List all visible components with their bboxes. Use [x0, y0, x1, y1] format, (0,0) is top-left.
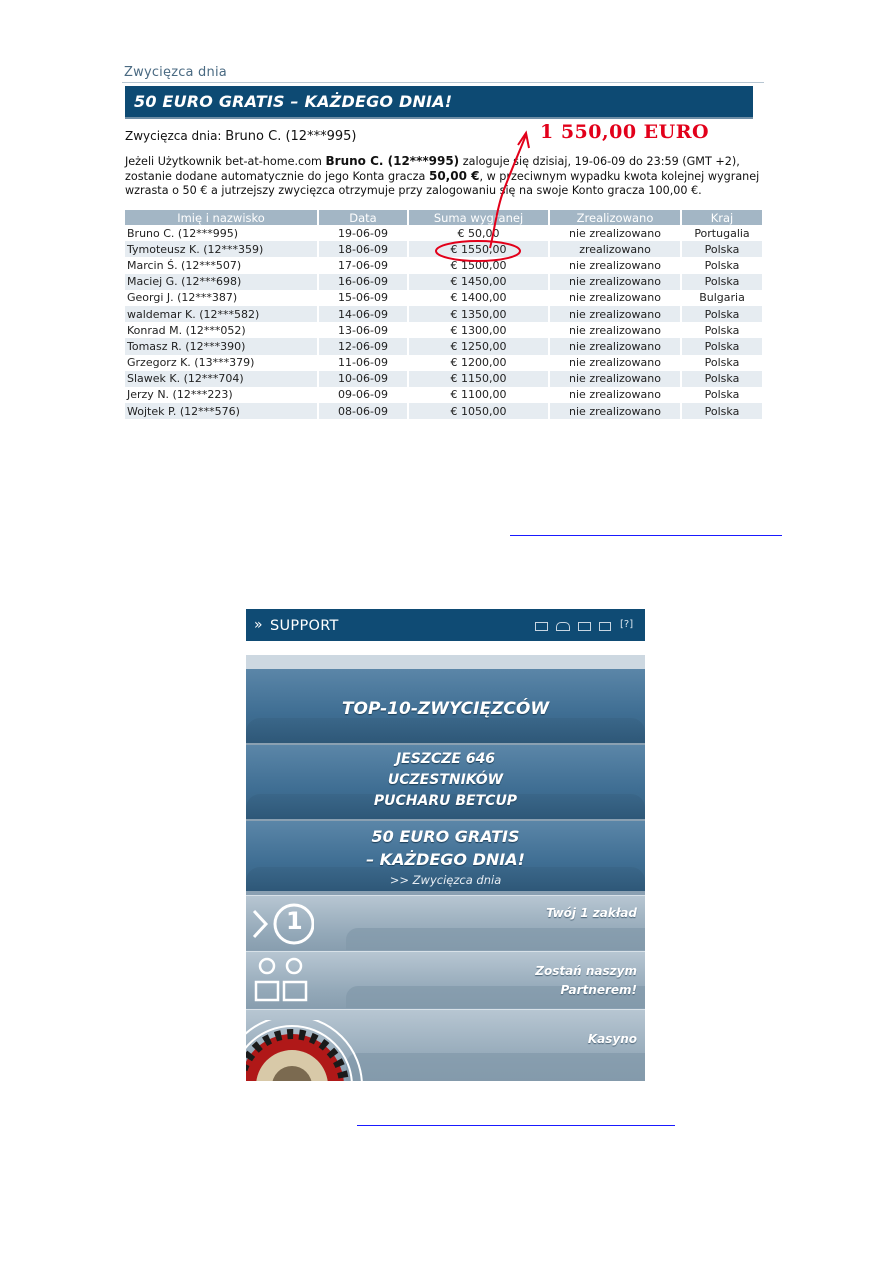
winner-label: Zwycięzca dnia: — [125, 129, 222, 143]
table-row — [125, 225, 762, 241]
table-cell: 11-06-09 — [318, 355, 408, 371]
column-header: Kraj — [681, 210, 762, 225]
promo-banner-text: 50 EURO GRATIS – KAŻDEGO DNIA! — [134, 92, 453, 111]
table-row — [125, 306, 762, 322]
betcup-tile[interactable] — [246, 745, 645, 819]
winner-line — [125, 129, 356, 144]
table-cell: € 1450,00 — [408, 274, 549, 290]
table-row — [125, 274, 762, 290]
table-cell: nie zrealizowano — [549, 306, 681, 322]
table-cell: € 1100,00 — [408, 387, 549, 403]
promo-banner — [125, 86, 753, 119]
table-cell: waldemar K. (12***582) — [125, 306, 318, 322]
table-cell: Wojtek P. (12***576) — [125, 403, 318, 419]
chevron-one-icon — [250, 901, 314, 947]
table-cell: nie zrealizowano — [549, 355, 681, 371]
table-cell: Polska — [681, 306, 762, 322]
table-cell: 15-06-09 — [318, 290, 408, 306]
table-cell: nie zrealizowano — [549, 338, 681, 354]
tile-title: JESZCZE 646 — [395, 751, 496, 767]
table-cell: Grzegorz K. (13***379) — [125, 355, 318, 371]
table-cell: Polska — [681, 274, 762, 290]
table-cell: € 1200,00 — [408, 355, 549, 371]
roulette-icon — [246, 1020, 370, 1081]
table-cell: Portugalia — [681, 225, 762, 241]
table-cell: Polska — [681, 338, 762, 354]
table-row — [125, 241, 762, 257]
table-row — [125, 322, 762, 338]
tile-title: – KAŻDEGO DNIA! — [366, 850, 525, 869]
table-cell: 18-06-09 — [318, 241, 408, 257]
table-cell: Maciej G. (12***698) — [125, 274, 318, 290]
tile-title: UCZESTNIKÓW — [387, 772, 504, 788]
tile-label — [535, 962, 637, 1000]
winners-table — [125, 210, 762, 419]
first-bet-tile[interactable] — [246, 895, 645, 950]
table-cell: € 1250,00 — [408, 338, 549, 354]
table-row — [125, 387, 762, 403]
support-bar[interactable] — [246, 609, 645, 641]
panel-heading: Zwycięzca dnia — [124, 65, 227, 80]
table-cell: Georgi J. (12***387) — [125, 290, 318, 306]
tile-label: Twój 1 zakład — [546, 906, 637, 920]
tile-label-line: Partnerem! — [560, 983, 637, 997]
desc-winner: Bruno C. (12***995) — [325, 154, 460, 168]
fax-icon[interactable] — [578, 622, 591, 631]
winner-of-the-day-panel — [122, 63, 764, 421]
table-cell: Polska — [681, 355, 762, 371]
table-cell: € 1400,00 — [408, 290, 549, 306]
sidebar-screenshot — [246, 609, 645, 1081]
table-cell: Slawek K. (12***704) — [125, 371, 318, 387]
table-cell: nie zrealizowano — [549, 322, 681, 338]
tile-label: Kasyno — [587, 1032, 637, 1046]
table-cell: € 1150,00 — [408, 371, 549, 387]
promo-description — [125, 154, 765, 198]
table-row — [125, 257, 762, 273]
table-cell: nie zrealizowano — [549, 290, 681, 306]
desc-text: Jeżeli Użytkownik bet-at-home.com — [125, 155, 326, 168]
table-cell: Polska — [681, 387, 762, 403]
desc-amount: 50,00 € — [428, 169, 480, 183]
column-header: Imię i nazwisko — [125, 210, 318, 225]
tile-shine — [346, 928, 645, 950]
document-link[interactable] — [357, 1125, 675, 1126]
table-row — [125, 338, 762, 354]
spacer — [246, 641, 645, 655]
table-cell: 16-06-09 — [318, 274, 408, 290]
table-cell: 19-06-09 — [318, 225, 408, 241]
tile-subtitle[interactable]: >> Zwycięzca dnia — [389, 873, 502, 887]
table-cell: 10-06-09 — [318, 371, 408, 387]
table-cell: zrealizowano — [549, 241, 681, 257]
table-cell: € 1050,00 — [408, 403, 549, 419]
partners-icon — [252, 956, 310, 1004]
chevron-right-icon: » — [254, 617, 263, 633]
phone-icon[interactable] — [556, 622, 570, 631]
table-cell: Bulgaria — [681, 290, 762, 306]
table-row — [125, 371, 762, 387]
table-cell: nie zrealizowano — [549, 257, 681, 273]
table-cell: Bruno C. (12***995) — [125, 225, 318, 241]
table-cell: nie zrealizowano — [549, 403, 681, 419]
table-cell: 12-06-09 — [318, 338, 408, 354]
table-cell: nie zrealizowano — [549, 371, 681, 387]
column-header: Suma wygranej — [408, 210, 549, 225]
tile-title: 50 EURO GRATIS — [371, 827, 520, 846]
table-cell: Tymoteusz K. (12***359) — [125, 241, 318, 257]
table-cell: Tomasz R. (12***390) — [125, 338, 318, 354]
table-cell: Polska — [681, 257, 762, 273]
table-row — [125, 290, 762, 306]
table-cell: € 1500,00 — [408, 257, 549, 273]
table-cell: nie zrealizowano — [549, 225, 681, 241]
column-header: Data — [318, 210, 408, 225]
partner-tile[interactable] — [246, 951, 645, 1008]
table-header-row — [125, 210, 762, 225]
tile-shine — [246, 718, 645, 743]
casino-tile[interactable] — [246, 1009, 645, 1081]
table-cell: nie zrealizowano — [549, 274, 681, 290]
desc-text: zaloguje się dzisiaj, 19-06-09 do 23:59 (GMT +2), zostanie dodane automatycznie do jego Konta gracza — [125, 155, 740, 183]
help-icon[interactable]: [?] — [620, 619, 634, 630]
chat-icon[interactable] — [599, 622, 611, 631]
table-cell: € 1550,00 — [408, 241, 549, 257]
daily-gratis-tile[interactable] — [246, 821, 645, 891]
table-cell: Polska — [681, 371, 762, 387]
table-cell: 08-06-09 — [318, 403, 408, 419]
annotation-amount: 1 550,00 EURO — [540, 121, 710, 143]
table-cell: € 50,00 — [408, 225, 549, 241]
table-cell: Polska — [681, 322, 762, 338]
mail-icon[interactable] — [535, 622, 548, 631]
table-cell: Polska — [681, 241, 762, 257]
table-cell: 14-06-09 — [318, 306, 408, 322]
table-cell: € 1350,00 — [408, 306, 549, 322]
table-cell: Polska — [681, 403, 762, 419]
table-cell: € 1300,00 — [408, 322, 549, 338]
top10-winners-tile[interactable] — [246, 669, 645, 743]
table-cell: nie zrealizowano — [549, 387, 681, 403]
document-link[interactable] — [510, 535, 782, 536]
column-header: Zrealizowano — [549, 210, 681, 225]
table-row — [125, 355, 762, 371]
table-row — [125, 403, 762, 419]
tile-label-line: Zostań naszym — [535, 964, 637, 978]
chevron-one-digit: 1 — [286, 907, 303, 935]
tile-title: PUCHARU BETCUP — [373, 793, 518, 809]
table-cell: 09-06-09 — [318, 387, 408, 403]
table-cell: 17-06-09 — [318, 257, 408, 273]
desc-text: , w przeciwnym wypadku kwota kolejnej wygranej wzrasta o 50 € a jutrzejszy zwycięzca otrzymuje przy zalogowaniu się na swoje Konto gracza 100,00 €. — [125, 170, 760, 197]
support-label: SUPPORT — [270, 618, 339, 634]
table-cell: Marcin Ś. (12***507) — [125, 257, 318, 273]
table-cell: Konrad M. (12***052) — [125, 322, 318, 338]
table-cell: 13-06-09 — [318, 322, 408, 338]
winner-name: Bruno C. (12***995) — [225, 129, 357, 144]
table-cell: Jerzy N. (12***223) — [125, 387, 318, 403]
spacer — [246, 655, 645, 669]
tile-title: TOP-10-ZWYCIĘZCÓW — [341, 699, 550, 719]
tile-shine — [346, 1053, 645, 1081]
divider — [122, 82, 764, 83]
